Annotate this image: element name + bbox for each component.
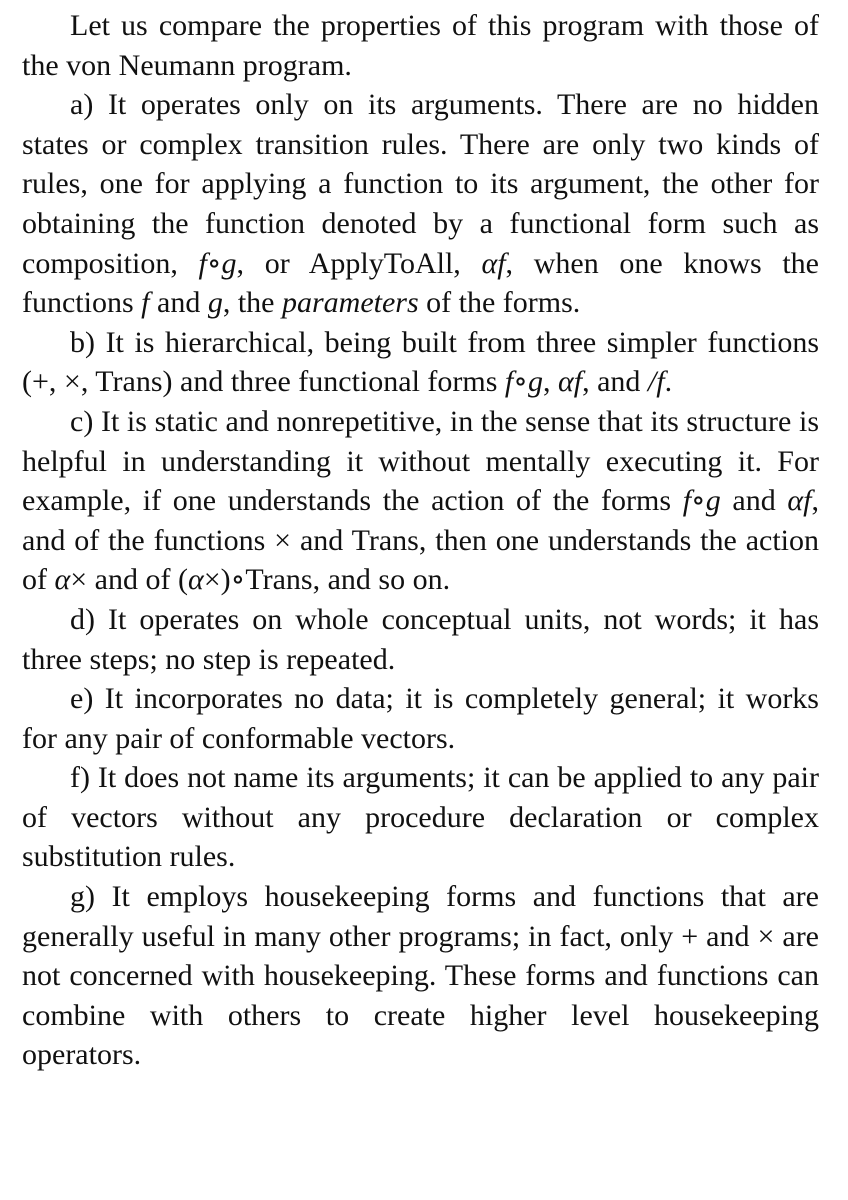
item-e-paragraph [22,679,819,758]
item-text: It is hierarchical, being built from three simpler functions (+, ×, Trans) and three functional forms f∘g, αf, and /f. [22,325,819,399]
item-label: b) [70,325,95,359]
item-b-paragraph [22,323,819,402]
item-f-paragraph [22,758,819,877]
item-d-paragraph [22,600,819,679]
item-text: It operates only on its arguments. There are no hidden states or complex transition rules. There are only two kinds of rules, one for applying a function to its argument, the other for obtaining the function denoted by a functional form such as composition, f∘g, or ApplyToAll, αf, when one knows the functions f and g, the parameters of the forms. [22,88,820,320]
intro-paragraph: Let us compare the properties of this program with those of the von Neumann program. [22,9,819,82]
item-a-paragraph [22,85,819,323]
item-text: It does not name its arguments; it can be applied to any pair of vectors without any procedure declaration or complex substitution rules. [22,761,819,874]
item-text: It incorporates no data; it is completely general; it works for any pair of conformable vectors. [22,682,819,755]
item-g-paragraph [22,877,819,1075]
item-c-paragraph [22,402,819,600]
item-label: f) [70,761,90,795]
item-label: d) [70,602,95,636]
item-label: a) [70,88,94,122]
item-text: It employs housekeeping forms and functions that are generally useful in many other programs; in fact, only + and × are not concerned with housekeeping. These forms and functions can combine with others to create higher level housekeeping operators. [22,880,819,1072]
item-label: c) [70,404,94,438]
item-text: It operates on whole conceptual units, not words; it has three steps; no step is repeated. [22,602,819,676]
item-label: e) [70,682,94,716]
item-label: g) [70,880,95,914]
document-page [22,6,819,1075]
item-text: It is static and nonrepetitive, in the sense that its structure is helpful in understanding it without mentally executing it. For example, if one understands the action of the forms f∘g and αf, and of the functions × and Trans, then one understands the action of α× and of (α×)∘Trans, and so on. [22,404,819,597]
